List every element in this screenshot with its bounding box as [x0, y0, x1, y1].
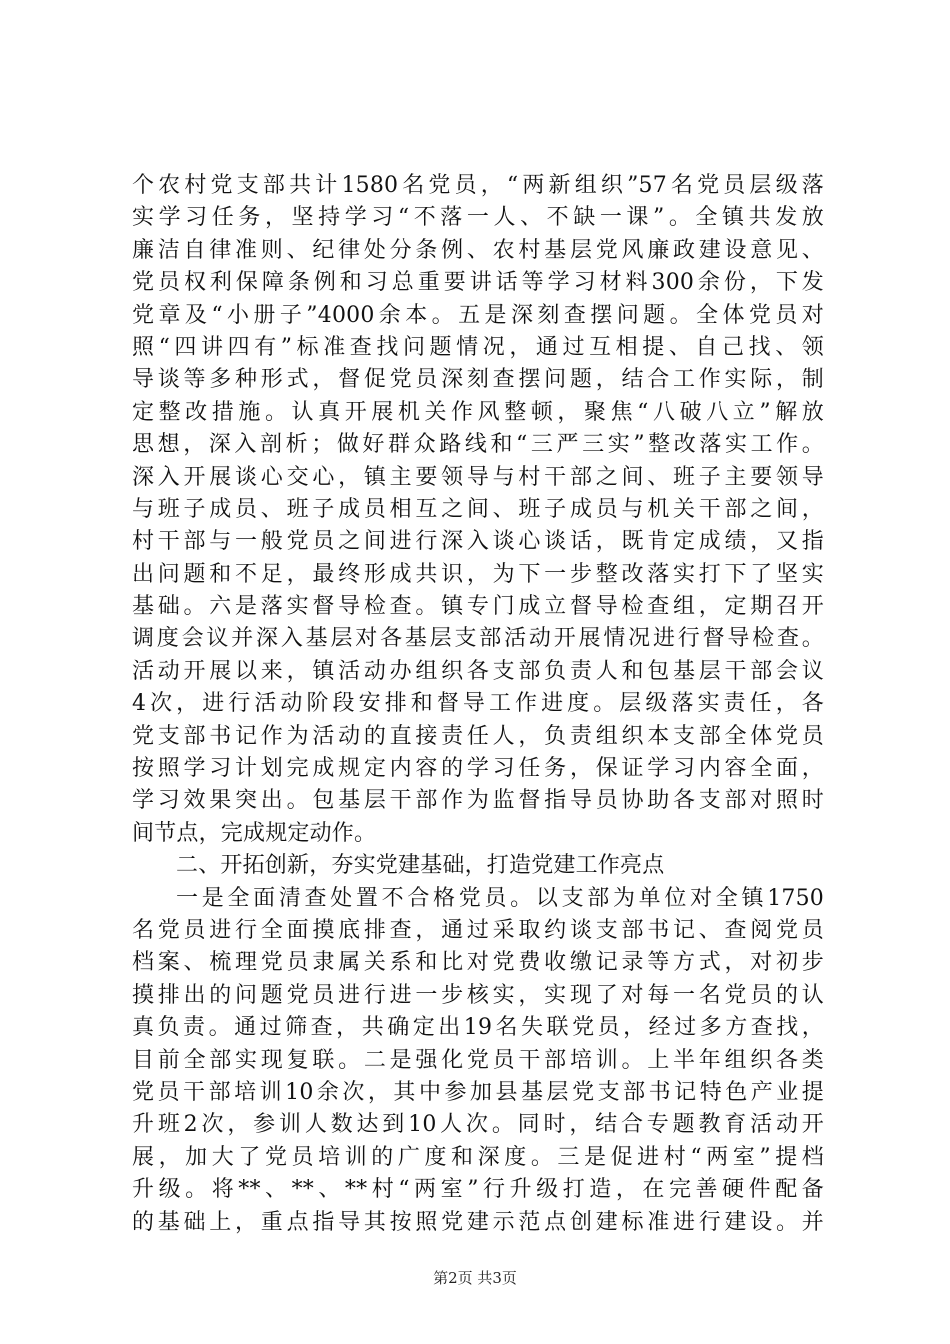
- text-line: 真负责。通过筛查，共确定出19名失联党员，经过多方查找，: [132, 1015, 824, 1041]
- text-line: 照“四讲四有”标准查找问题情况，通过互相提、自己找、领: [132, 334, 824, 360]
- text-line: 与班子成员、班子成员相互之间、班子成员与机关干部之间，: [132, 496, 824, 522]
- text-line: 调度会议并深入基层对各基层支部活动开展情况进行督导检查。: [132, 626, 824, 652]
- text-line: 档案、梳理党员隶属关系和比对党费收缴记录等方式，对初步: [132, 950, 824, 976]
- text-line: 活动开展以来，镇活动办组织各支部负责人和包基层干部会议: [132, 658, 824, 684]
- text-line: 廉洁自律准则、纪律处分条例、农村基层党风廉政建设意见、: [132, 237, 824, 263]
- text-line: 名党员进行全面摸底排查，通过采取约谈支部书记、查阅党员: [132, 917, 824, 943]
- text-line: 的基础上，重点指导其按照党建示范点创建标准进行建设。并: [132, 1209, 824, 1235]
- text-line: 定整改措施。认真开展机关作风整顿，聚焦“八破八立”解放: [132, 399, 824, 425]
- text-line: 党章及“小册子”4000余本。五是深刻查摆问题。全体党员对: [132, 302, 824, 328]
- text-line: 按照学习计划完成规定内容的学习任务，保证学习内容全面，: [132, 756, 824, 782]
- text-line: 4次，进行活动阶段安排和督导工作进度。层级落实责任，各: [132, 691, 824, 717]
- body-text: [132, 170, 824, 1239]
- text-line: 出问题和不足，最终形成共识，为下一步整改落实打下了坚实: [132, 561, 824, 587]
- page-footer: 第2页 共3页: [433, 1269, 517, 1287]
- text-line: 摸排出的问题党员进行进一步核实，实现了对每一名党员的认: [132, 982, 824, 1008]
- text-line: 升级。将**、**、**村“两室”行升级打造，在完善硬件配备: [132, 1177, 824, 1203]
- text-line: 二、开拓创新，夯实党建基础，打造党建工作亮点: [176, 853, 665, 879]
- text-line: 升班2次，参训人数达到10人次。同时，结合专题教育活动开: [132, 1112, 824, 1138]
- text-line: 学习效果突出。包基层干部作为监督指导员协助各支部对照时: [132, 788, 824, 814]
- text-line: 基础。六是落实督导检查。镇专门成立督导检查组，定期召开: [132, 594, 824, 620]
- text-line: 展，加大了党员培训的广度和深度。三是促进村“两室”提档: [132, 1144, 824, 1170]
- text-line: 导谈等多种形式，督促党员深刻查摆问题，结合工作实际，制: [132, 367, 824, 393]
- text-line: 村干部与一般党员之间进行深入谈心谈话，既肯定成绩，又指: [132, 529, 824, 555]
- text-line: 党员权利保障条例和习总重要讲话等学习材料300余份，下发: [132, 270, 824, 296]
- text-line: 个农村党支部共计1580名党员，“两新组织”57名党员层级落: [132, 173, 824, 198]
- text-line: 党员干部培训10余次，其中参加县基层党支部书记特色产业提: [132, 1079, 824, 1105]
- text-line: 党支部书记作为活动的直接责任人，负责组织本支部全体党员: [132, 723, 824, 749]
- text-line: 间节点，完成规定动作。: [132, 820, 377, 846]
- text-line: 深入开展谈心交心，镇主要领导与村干部之间、班子主要领导: [132, 464, 824, 490]
- text-line: 思想，深入剖析；做好群众路线和“三严三实”整改落实工作。: [132, 432, 824, 458]
- text-line: 目前全部实现复联。二是强化党员干部培训。上半年组织各类: [132, 1047, 824, 1073]
- text-line: 一是全面清查处置不合格党员。以支部为单位对全镇1750: [176, 885, 824, 911]
- text-line: 实学习任务，坚持学习“不落一人、不缺一课”。全镇共发放: [132, 205, 824, 231]
